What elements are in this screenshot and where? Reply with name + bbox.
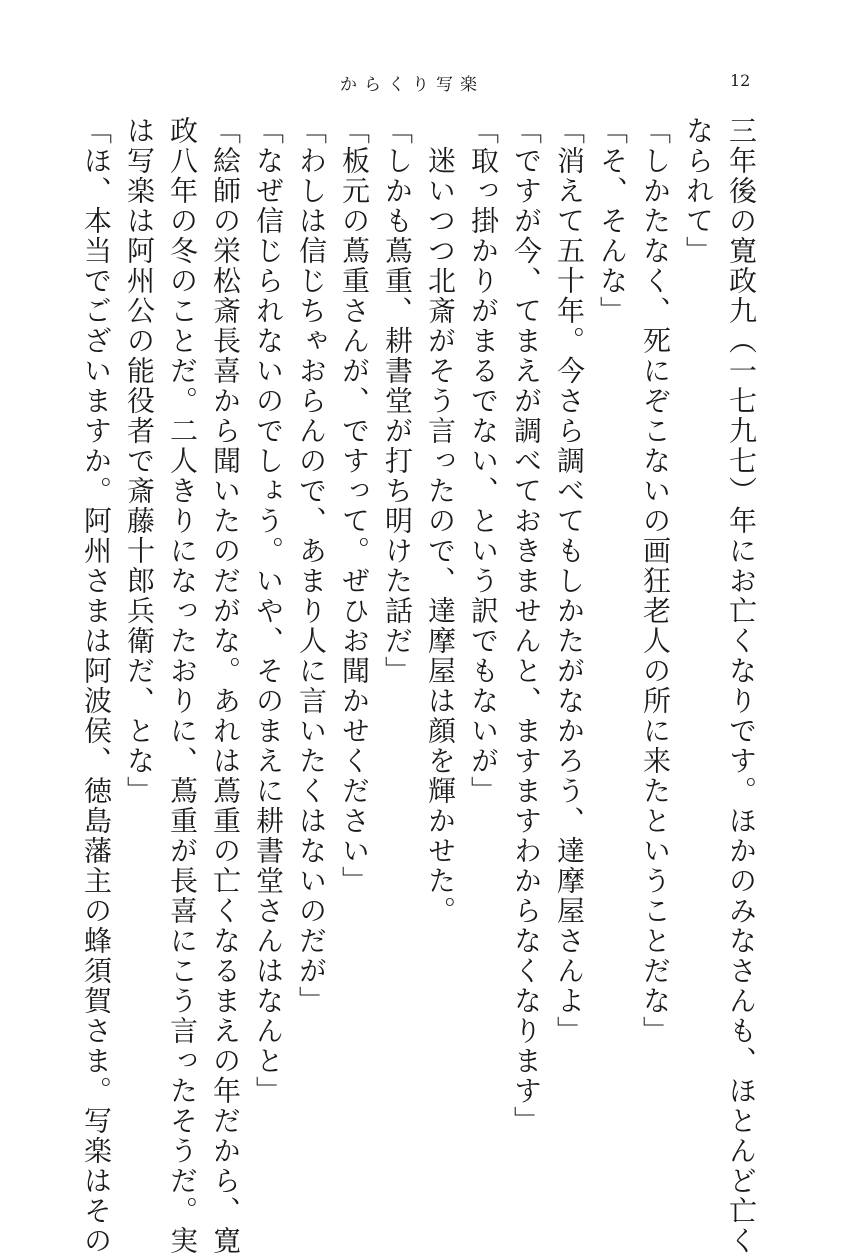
page-header bbox=[0, 70, 841, 100]
running-title: からくり写楽 bbox=[340, 75, 484, 95]
text-line: 政八年の冬のことだ。二人きりになったおりに、蔦重が長喜にこう言ったそうだ。実 bbox=[166, 116, 199, 1256]
text-line: 「しかも蔦重、耕書堂が打ち明けた話だ」 bbox=[381, 116, 414, 686]
text-line: 三年後の寛政九（一七九七）年にお亡くなりです。ほかのみなさんも、ほとんど亡く bbox=[725, 116, 758, 1256]
text-line: 「ほ、本当でございますか。阿州さまは阿波侯、徳島藩主の蜂須賀さま。写楽はその bbox=[80, 116, 113, 1256]
text-line: 「しかたなく、死にぞこないの画狂老人の所に来たということだな」 bbox=[639, 116, 672, 1046]
page-number: 12 bbox=[730, 71, 751, 90]
text-line: 「消えて五十年。今さら調べてもしかたがなかろう、達摩屋さんよ」 bbox=[553, 116, 586, 1046]
text-line: 「取っ掛かりがまるでない、という訳でもないが」 bbox=[467, 116, 500, 806]
vertical-text-body bbox=[75, 116, 763, 1256]
text-line: 「ですが今、てまえが調べておきませんと、ますますわからなくなります」 bbox=[510, 116, 543, 1136]
text-line: は写楽は阿州公の能役者で斎藤十郎兵衛だ、とな」 bbox=[123, 116, 156, 806]
text-line: 「そ、そんな」 bbox=[596, 116, 629, 326]
text-line: なられて」 bbox=[682, 116, 715, 266]
text-line: 「絵師の栄松斎長喜から聞いたのだがな。あれは蔦重の亡くなるまえの年だから、寛 bbox=[209, 116, 242, 1256]
text-line: 「なぜ信じられないのでしょう。いや、そのまえに耕書堂さんはなんと」 bbox=[252, 116, 285, 1106]
text-line: 迷いつつ北斎がそう言ったので、達摩屋は顔を輝かせた。 bbox=[424, 146, 457, 926]
text-line: 「わしは信じちゃおらんので、あまり人に言いたくはないのだが」 bbox=[295, 116, 328, 1016]
text-line: 「板元の蔦重さんが、ですって。ぜひお聞かせください」 bbox=[338, 116, 371, 896]
